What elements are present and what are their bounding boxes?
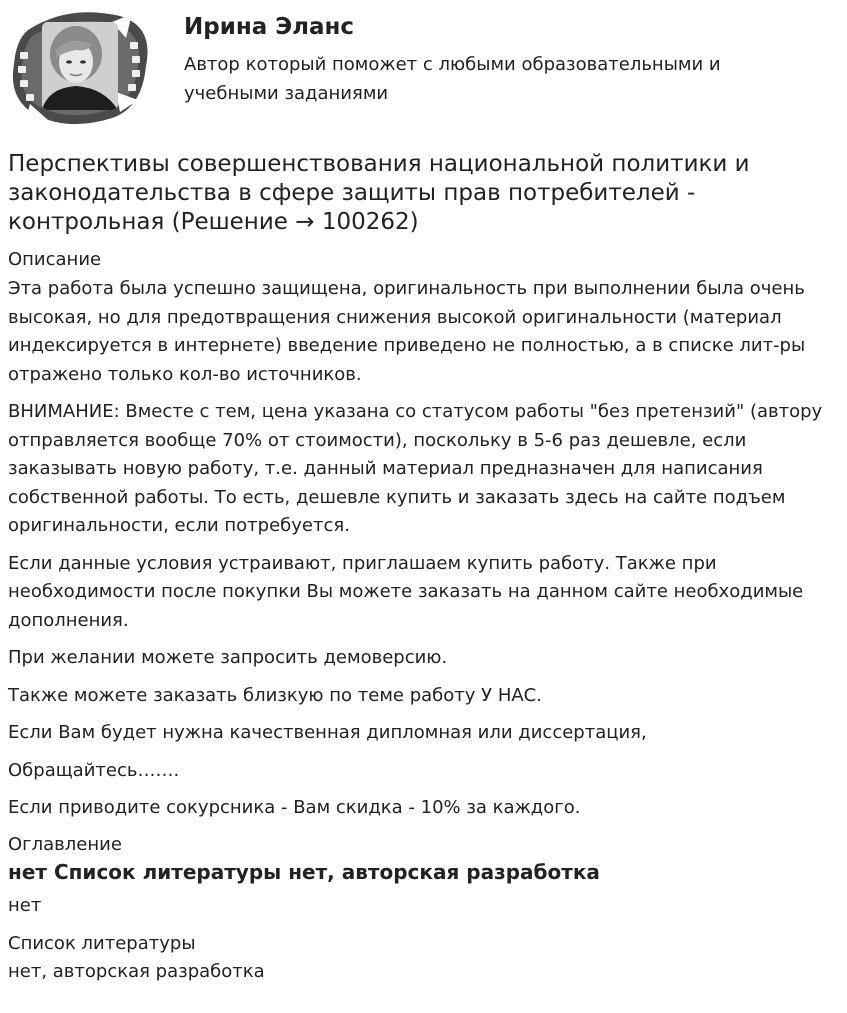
work-title: Перспективы совершенствования национальной политики и законодательства в сфере защиты прав потребителей - контрольная (Решение → 100262): [8, 151, 750, 235]
description-paragraph: Если Вам будет нужна качественная дипломная или диссертация,: [8, 722, 647, 743]
literature-text: нет, авторская разработка: [8, 960, 265, 982]
description-paragraph: Если приводите сокурсника - Вам скидка - 10% за каждого.: [8, 797, 581, 818]
author-avatar: [8, 8, 150, 126]
author-header: [8, 8, 838, 128]
author-info: [184, 12, 804, 108]
author-name[interactable]: Ирина Эланс: [184, 14, 355, 40]
description-paragraph: ВНИМАНИЕ: Вместе с тем, цена указана со статусом работы "без претензий" (автору отправляется вообще 70% от стоимости), поскольку в 5-6 раз дешевле, если заказывать новую работу, т.е. данный материал предназначен для написания собственной работы. То есть, дешевле купить и заказать здесь на сайте подъем оригинальности, если потребуется.: [8, 401, 823, 536]
author-description: Автор который поможет с любыми образовательными и учебными заданиями: [184, 54, 721, 104]
description-paragraph: Эта работа была успешно защищена, оригинальность при выполнении была очень высокая, но для предотвращения снижения высокой оригинальности (материал индексируется в интернете) введение приведено не полностью, а в списке лит-ры отражено только кол-во источников.: [8, 278, 806, 385]
work-content: [8, 150, 833, 986]
literature-label: Список литературы: [8, 932, 196, 954]
description-paragraph: Если данные условия устраивают, приглашаем купить работу. Также при необходимости после покупки Вы можете заказать на данном сайте необходимые дополнения.: [8, 552, 804, 631]
description-paragraph: При желании можете запросить демоверсию.: [8, 647, 448, 668]
description-label: Описание: [8, 249, 102, 270]
toc-text: нет: [8, 894, 42, 916]
description-paragraph: Обращайтесь…….: [8, 759, 180, 781]
toc-heading: нет Список литературы нет, авторская разработка: [8, 859, 600, 884]
description-paragraph: Также можете заказать близкую по теме работу У НАС.: [8, 684, 542, 706]
toc-label: Оглавление: [8, 833, 122, 855]
